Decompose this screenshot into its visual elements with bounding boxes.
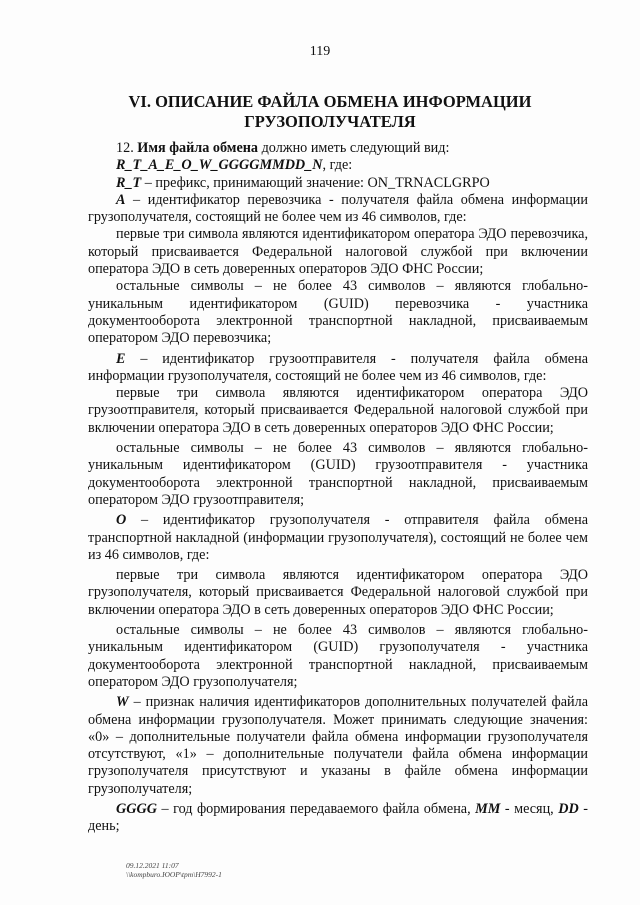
definition-text: - день; bbox=[88, 800, 588, 835]
print-file-path: \\kompburo.ЮОР\tpm\Н7992-1 bbox=[126, 870, 222, 879]
definition-text: - месяц, bbox=[500, 800, 559, 817]
definition-text: – идентификатор грузоотправителя - получателя файла обмена информации грузополучателя, состоящий не более чем из 46 символов, где: bbox=[88, 350, 588, 384]
print-footer bbox=[126, 861, 222, 879]
document-body bbox=[88, 140, 588, 836]
paragraph-o-first-chars: первые три символа являются идентификатором оператора ЭДО грузополучателя, который присваивается Федеральной налоговой службой при включении оператора ЭДО в сеть доверенных операторов ЭДО ФНС России; bbox=[88, 567, 588, 618]
definition-text: – идентификатор перевозчика - получателя файла обмена информации грузополучателя, состоящий не более чем из 46 символов, где: bbox=[88, 191, 588, 226]
definition-date bbox=[88, 801, 588, 836]
paragraph-12 bbox=[88, 140, 588, 157]
paragraph-e-rest-chars: остальные символы – не более 43 символов – являются глобально-уникальным идентификатором (GUID) грузоотправителя - участника документооборота электронной транспортной накладной, присваиваемым оператором ЭДО грузоотправителя; bbox=[88, 440, 588, 508]
file-name-pattern bbox=[88, 157, 588, 174]
paragraph-a-first-chars: первые три символа являются идентификатором оператора ЭДО перевозчика, который присваивается Федеральной налоговой службой при включении оператора ЭДО в сеть доверенных операторов ЭДО ФНС России; bbox=[88, 226, 588, 278]
definition-text: – год формирования передаваемого файла обмена, bbox=[156, 800, 476, 817]
paragraph-text: должно иметь следующий вид: bbox=[258, 140, 450, 156]
definition-text: – префикс, принимающий значение: ON_TRNACLGRPO bbox=[141, 174, 490, 191]
print-timestamp: 09.12.2021 11:07 bbox=[126, 861, 179, 870]
paragraph-o-rest-chars: остальные символы – не более 43 символов – являются глобально-уникальным идентификатором (GUID) грузополучателя - участника документооборота электронной транспортной накладной, присваиваемым оператором ЭДО грузополучателя; bbox=[88, 622, 588, 690]
section-heading-line-1: VI. ОПИСАНИЕ ФАЙЛА ОБМЕНА ИНФОРМАЦИИ bbox=[128, 92, 532, 111]
definition-w bbox=[88, 694, 588, 798]
paragraph-e-first-chars: первые три символа являются идентификатором оператора ЭДО грузоотправителя, который присваивается Федеральной налоговой службой при включении оператора ЭДО в сеть доверенных операторов ЭДО ФНС России; bbox=[88, 385, 588, 436]
definition-key-day: DD bbox=[558, 800, 579, 817]
section-heading bbox=[80, 92, 580, 132]
term-file-name: Имя файла обмена bbox=[137, 140, 259, 156]
definition-key: W bbox=[116, 694, 129, 711]
definition-text: – идентификатор грузополучателя - отправителя файла обмена транспортной накладной (информации грузополучателя), состоящий не более чем из 46 символов, где: bbox=[88, 512, 588, 563]
definition-prefix bbox=[88, 175, 588, 192]
definition-key-year: GGGG bbox=[116, 800, 157, 817]
definition-o bbox=[88, 512, 588, 564]
paragraph-text: , где: bbox=[322, 157, 353, 174]
item-number: 12. bbox=[116, 140, 134, 156]
section-heading-line-2: ГРУЗОПОЛУЧАТЕЛЯ bbox=[244, 112, 416, 131]
definition-a bbox=[88, 192, 588, 227]
definition-key: O bbox=[116, 512, 127, 529]
definition-key: E bbox=[116, 350, 126, 367]
page-number: 119 bbox=[309, 44, 331, 59]
definition-key: A bbox=[116, 191, 126, 208]
definition-key: R_T bbox=[116, 174, 142, 191]
definition-e bbox=[88, 351, 588, 386]
pattern-code: R_T_A_E_O_W_GGGGMMDD_N bbox=[116, 157, 323, 174]
definition-text: – признак наличия идентификаторов дополнительных получателей файла обмена информации грузополучателя. Может принимать следующие значения: «0» – дополнительные получатели файла обмена информации грузополучателя отсутствуют, «1» – дополнительные получатели файла обмена информации грузополучателя присутствуют и указаны в файле обмена информации грузополучателя; bbox=[88, 694, 588, 797]
paragraph-a-rest-chars: остальные символы – не более 43 символов – являются глобально-уникальным идентификатором (GUID) перевозчика - участника документооборота электронной транспортной накладной, присваиваемым оператором ЭДО перевозчика; bbox=[88, 278, 588, 347]
definition-key-month: MM bbox=[475, 800, 501, 817]
